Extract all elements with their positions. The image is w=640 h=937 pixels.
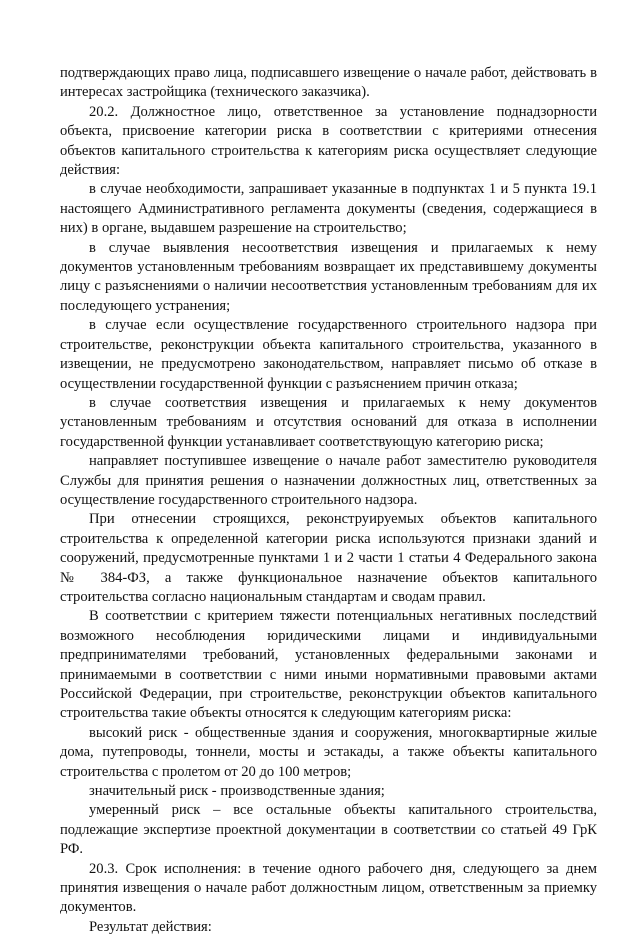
paragraph-return-documents: в случае выявления несоответствия извещения и прилагаемых к нему документов установленным требованиям возвращает их представившему документы лицу с разъяснениями о наличии несоответствия установленным требованиям для их последующего устранения; [60,239,597,314]
paragraph-continuation: подтверждающих право лица, подписавшего извещение о начале работ, действовать в интересах застройщика (технического заказчика). [60,65,597,101]
paragraph-request-documents: в случае необходимости, запрашивает указанные в подпунктах 1 и 5 пункта 19.1 настоящего Административного регламента документы (сведения, содержащиеся в них) в органе, выдавшем разрешение на строительство; [60,181,597,237]
paragraph-forward-notice: направляет поступившее извещение о начале работ заместителю руководителя Службы для принятия решения о назначении должностных лиц, ответственных за осуществление государственного строительного надзора. [60,453,597,508]
paragraph-20-2: 20.2. Должностное лицо, ответственное за установление поднадзорности объекта, присвоение категории риска в соответствии с критериями отнесения объектов капитального строительства к категориям риска осуществляет следующие действия: [60,103,597,179]
paragraph-result-heading: Результат действия: [89,918,212,935]
paragraph-severity-criterion: В соответствии с критерием тяжести потенциальных негативных последствий возможного несоблюдения юридическими лицами и индивидуальными предпринимателями требований, установленных федеральными законами и принимаемыми в соответствии с ними иными нормативными правовыми актами Российской Федерации, при строительстве, реконструкции объектов капитального строительства такие объекты относятся к следующим категориям риска: [60,608,597,722]
paragraph-risk-criteria: При отнесении строящихся, реконструируемых объектов капитального строительства к определенной категории риска используются признаки зданий и сооружений, предусмотренные пунктами 1 и 2 части 1 статьи 4 Федерального закона № 384-ФЗ, а также функциональное назначение объектов капитального строительства согласно национальным стандартам и сводам правил. [60,511,597,605]
paragraph-20-3: 20.3. Срок исполнения: в течение одного рабочего дня, следующего за днем принятия извещения о начале работ должностным лицом, ответственным за приемку документов. [60,860,597,916]
paragraph-significant-risk: значительный риск - производственные здания; [89,783,385,800]
paragraph-moderate-risk: умеренный риск – все остальные объекты капитального строительства, подлежащие экспертизе проектной документации в соответствии со статьей 49 ГрК РФ. [60,802,597,858]
paragraph-refusal-letter: в случае если осуществление государственного строительного надзора при строительстве, реконструкции объекта капитального строительства, указанного в извещении, не предусмотрено законодательством, направляет письмо об отказе в осуществлении государственной функции с разъяснением причин отказа; [60,317,597,392]
document-page [60,64,597,937]
paragraph-set-risk-category: в случае соответствия извещения и прилагаемых к нему документов установленным требованиям и отсутствия оснований для отказа в исполнении государственной функции устанавливает соответствующую категорию риска; [60,394,597,450]
paragraph-high-risk: высокий риск - общественные здания и сооружения, многоквартирные жилые дома, путепроводы, тоннели, мосты и эстакады, а также объекты капитального строительства с пролетом от 20 до 100 метров; [60,724,597,780]
